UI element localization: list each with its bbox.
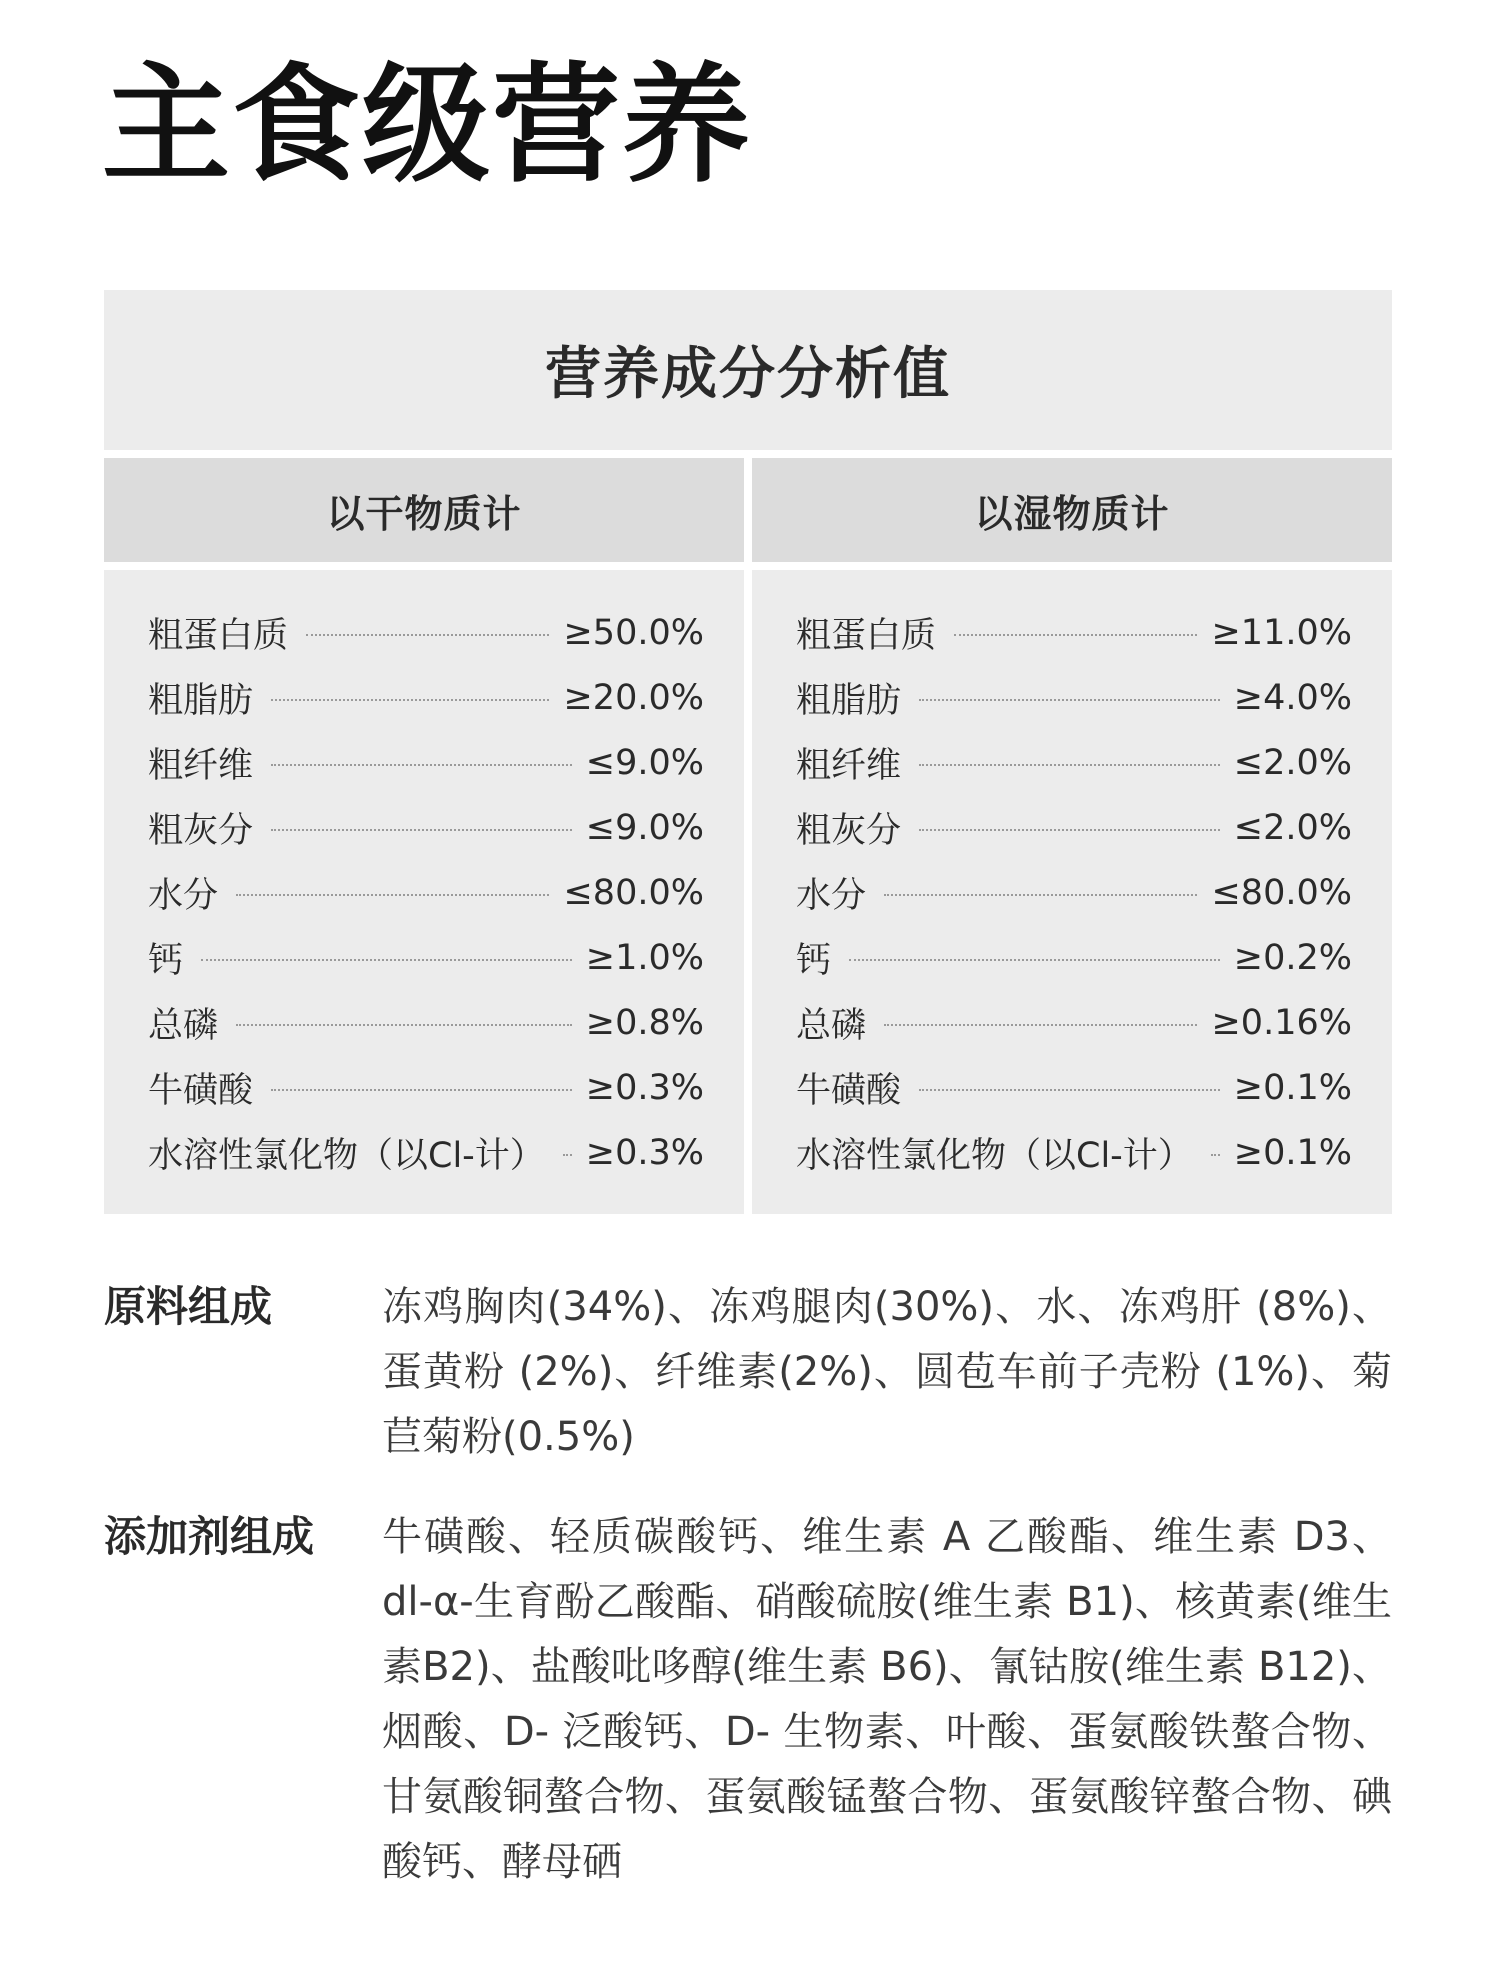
wet-matter-list (752, 570, 1392, 1214)
nutrient-row (796, 1055, 1352, 1120)
nutrient-row (796, 925, 1352, 990)
nutrient-row (796, 730, 1352, 795)
nutrient-value: ≥0.1% (1233, 1132, 1352, 1173)
nutrient-row (796, 600, 1352, 665)
nutrient-label: 总磷 (148, 1005, 219, 1046)
dotted-leader (919, 764, 1220, 766)
dotted-leader (201, 959, 572, 961)
nutrient-row (148, 925, 704, 990)
nutrient-label: 水溶性氯化物（以Cl-计） (148, 1135, 545, 1176)
nutrient-row (148, 600, 704, 665)
nutrient-value: ≤80.0% (1211, 872, 1352, 913)
page-title: 主食级营养 (102, 51, 753, 200)
nutrient-value: ≥1.0% (585, 937, 704, 978)
additives-text: 牛磺酸、轻质碳酸钙、维生素 A 乙酸酯、维生素 D3、dl-α-生育酚乙酸酯、硝酸硫胺(维生素 B1)、核黄素(维生素B2)、盐酸吡哆醇(维生素 B6)、氰钴胺(维生素 B12)、烟酸、D- 泛酸钙、D- 生物素、叶酸、蛋氨酸铁螯合物、甘氨酸铜螯合物、蛋氨酸锰螯合物、蛋氨酸锌螯合物、碘酸钙、酵母硒 (382, 1514, 1392, 1885)
nutrient-value: ≥0.8% (585, 1002, 704, 1043)
ingredients-text: 冻鸡胸肉(34%)、冻鸡腿肉(30%)、水、冻鸡肝 (8%)、蛋黄粉 (2%)、纤维素(2%)、圆苞车前子壳粉 (1%)、菊苣菊粉(0.5%) (382, 1284, 1392, 1460)
dotted-leader (271, 829, 572, 831)
nutrient-value: ≥0.16% (1211, 1002, 1352, 1043)
nutrient-row (796, 665, 1352, 730)
nutrient-row (796, 860, 1352, 925)
nutrient-label: 粗蛋白质 (796, 615, 937, 656)
nutrient-label: 粗蛋白质 (148, 615, 289, 656)
nutrient-row (148, 795, 704, 860)
dotted-leader (919, 699, 1220, 701)
wet-matter-column-header (752, 458, 1392, 562)
nutrient-value: ≥20.0% (563, 677, 704, 718)
dry-matter-heading: 以干物质计 (326, 491, 522, 536)
dotted-leader (919, 1089, 1220, 1091)
nutrient-label: 粗灰分 (796, 810, 902, 851)
dotted-leader (884, 894, 1197, 896)
nutrient-value: ≥0.1% (1233, 1067, 1352, 1108)
ingredients-label: 原料组成 (104, 1282, 273, 1331)
nutrient-value: ≤80.0% (563, 872, 704, 913)
nutrient-label: 水分 (148, 875, 219, 916)
dotted-leader (236, 1024, 572, 1026)
dry-matter-column-header (104, 458, 744, 562)
dotted-leader (271, 699, 549, 701)
nutrient-value: ≥0.2% (1233, 937, 1352, 978)
nutrient-label: 总磷 (796, 1005, 867, 1046)
nutrient-value: ≤9.0% (585, 742, 704, 783)
nutrient-label: 水溶性氯化物（以Cl-计） (796, 1135, 1193, 1176)
additives-section (104, 1505, 1404, 1895)
dotted-leader (849, 959, 1220, 961)
dotted-leader (884, 1024, 1197, 1026)
nutrient-label: 粗脂肪 (796, 680, 902, 721)
wet-matter-heading: 以湿物质计 (974, 491, 1170, 536)
nutrient-value: ≥0.3% (585, 1132, 704, 1173)
dotted-leader (954, 634, 1197, 636)
nutrient-value: ≥11.0% (1211, 612, 1352, 653)
nutrient-row (148, 990, 704, 1055)
nutrient-label: 水分 (796, 875, 867, 916)
dotted-leader (1211, 1154, 1220, 1156)
dotted-leader (271, 764, 572, 766)
nutrient-row (796, 1120, 1352, 1185)
nutrient-row (148, 730, 704, 795)
additives-label: 添加剂组成 (104, 1512, 315, 1561)
nutrient-label: 钙 (148, 940, 184, 981)
ingredients-section (104, 1275, 1404, 1470)
dotted-leader (271, 1089, 572, 1091)
nutrient-value: ≥4.0% (1233, 677, 1352, 718)
nutrient-value: ≤9.0% (585, 807, 704, 848)
dotted-leader (306, 634, 549, 636)
nutrient-label: 钙 (796, 940, 832, 981)
dotted-leader (563, 1154, 572, 1156)
nutrient-row (148, 860, 704, 925)
nutrient-value: ≤2.0% (1233, 742, 1352, 783)
nutrient-value: ≥0.3% (585, 1067, 704, 1108)
nutrient-label: 牛磺酸 (148, 1070, 254, 1111)
nutrient-value: ≤2.0% (1233, 807, 1352, 848)
nutrient-label: 粗纤维 (148, 745, 254, 786)
nutrient-row (148, 1120, 704, 1185)
nutrient-label: 粗灰分 (148, 810, 254, 851)
nutrient-row (796, 990, 1352, 1055)
nutrient-row (148, 1055, 704, 1120)
nutrient-row (796, 795, 1352, 860)
nutrient-row (148, 665, 704, 730)
dry-matter-list (104, 570, 744, 1214)
nutrition-panel-heading (104, 290, 1392, 450)
nutrition-panel-title: 营养成分分析值 (545, 342, 951, 407)
dotted-leader (919, 829, 1220, 831)
nutrient-value: ≥50.0% (563, 612, 704, 653)
nutrient-label: 粗纤维 (796, 745, 902, 786)
nutrient-label: 牛磺酸 (796, 1070, 902, 1111)
dotted-leader (236, 894, 549, 896)
nutrient-label: 粗脂肪 (148, 680, 254, 721)
